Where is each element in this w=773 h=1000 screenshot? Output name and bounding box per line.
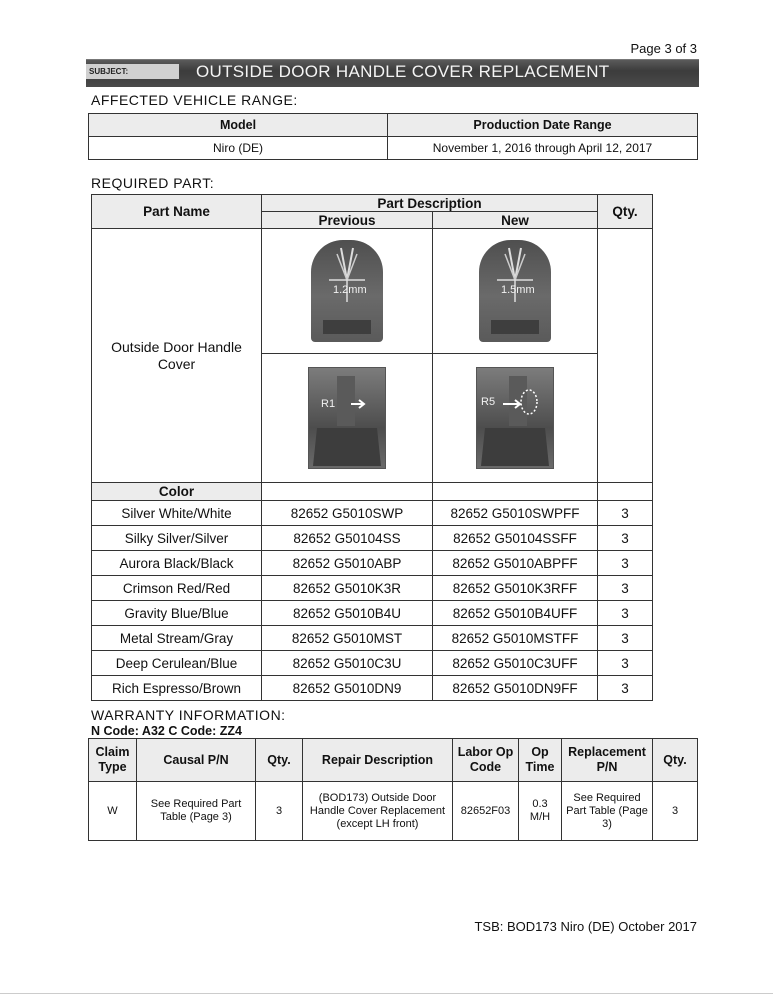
- production-date-header: Production Date Range: [388, 114, 698, 137]
- new-pn-cell: 82652 G5010K3RFF: [433, 576, 598, 601]
- replacement-pn-header: Replacement P/N: [562, 739, 653, 782]
- previous-bottom-photo-cell: [262, 354, 433, 483]
- previous-bottom-label: R1: [321, 398, 336, 410]
- new-pn-cell: 82652 G5010C3UFF: [433, 651, 598, 676]
- warranty-codes: N Code: A32 C Code: ZZ4: [91, 724, 242, 738]
- scan-edge-line: [0, 993, 773, 994]
- previous-pn-cell: 82652 G5010DN9: [262, 676, 433, 701]
- required-part-heading: REQUIRED PART:: [91, 175, 215, 191]
- vehicle-range-table: [88, 113, 698, 160]
- production-date-cell: November 1, 2016 through April 12, 2017: [388, 137, 698, 160]
- part-row: [92, 676, 653, 701]
- new-bottom-label: R5: [481, 396, 496, 408]
- qty-cell: 3: [598, 626, 653, 651]
- op-time-cell: 0.3 M/H: [519, 782, 562, 841]
- color-cell: Metal Stream/Gray: [92, 626, 262, 651]
- new-pn-cell: 82652 G5010SWPFF: [433, 501, 598, 526]
- required-part-table: [91, 194, 653, 701]
- repair-description-header: Repair Description: [303, 739, 453, 782]
- previous-pn-cell: 82652 G5010C3U: [262, 651, 433, 676]
- claim-type-header: Claim Type: [89, 739, 137, 782]
- new-pn-cell: 82652 G50104SSFF: [433, 526, 598, 551]
- part-row: [92, 626, 653, 651]
- new-top-label: 1.5mm: [501, 284, 535, 296]
- color-cell: Silver White/White: [92, 501, 262, 526]
- qty-cell: 3: [598, 526, 653, 551]
- part-row: [92, 526, 653, 551]
- handle-cover-icon: [477, 368, 553, 468]
- warranty-table: [88, 738, 698, 841]
- footer-tsb: TSB: BOD173 Niro (DE) October 2017: [474, 919, 697, 934]
- previous-header: Previous: [262, 212, 433, 229]
- previous-pn-cell: 82652 G5010ABP: [262, 551, 433, 576]
- new-header: New: [433, 212, 598, 229]
- color-cell: Crimson Red/Red: [92, 576, 262, 601]
- part-row: [92, 501, 653, 526]
- qty-cell: 3: [598, 651, 653, 676]
- repair-description-cell: (BOD173) Outside Door Handle Cover Replacement (except LH front): [303, 782, 453, 841]
- replacement-qty-header: Qty.: [653, 739, 698, 782]
- new-top-photo-cell: [433, 229, 598, 354]
- model-header: Model: [89, 114, 388, 137]
- part-name-cell: Outside Door Handle Cover: [92, 229, 262, 483]
- part-description-header: Part Description: [262, 195, 598, 212]
- qty-cell: 3: [598, 551, 653, 576]
- qty-cell: 3: [598, 576, 653, 601]
- qty-header: Qty.: [598, 195, 653, 229]
- previous-top-label: 1.2mm: [333, 284, 367, 296]
- causal-pn-header: Causal P/N: [137, 739, 256, 782]
- labor-op-code-cell: 82652F03: [453, 782, 519, 841]
- new-pn-cell: 82652 G5010ABPFF: [433, 551, 598, 576]
- new-pn-cell: 82652 G5010DN9FF: [433, 676, 598, 701]
- new-pn-cell: 82652 G5010MSTFF: [433, 626, 598, 651]
- previous-pn-cell: 82652 G5010SWP: [262, 501, 433, 526]
- subject-title: OUTSIDE DOOR HANDLE COVER REPLACEMENT: [196, 62, 610, 81]
- previous-pn-cell: 82652 G5010K3R: [262, 576, 433, 601]
- color-header: Color: [92, 483, 262, 501]
- new-pn-cell: 82652 G5010B4UFF: [433, 601, 598, 626]
- new-bottom-photo-cell: [433, 354, 598, 483]
- part-name-header: Part Name: [92, 195, 262, 229]
- previous-part-top-photo: [311, 240, 383, 342]
- qty-cell: 3: [598, 601, 653, 626]
- color-cell: Rich Espresso/Brown: [92, 676, 262, 701]
- replacement-qty-cell: 3: [653, 782, 698, 841]
- previous-pn-cell: 82652 G5010MST: [262, 626, 433, 651]
- replacement-pn-cell: See Required Part Table (Page 3): [562, 782, 653, 841]
- qty-photo-cell: [598, 229, 653, 483]
- color-cell: Deep Cerulean/Blue: [92, 651, 262, 676]
- warranty-heading: WARRANTY INFORMATION:: [91, 707, 286, 723]
- causal-pn-cell: See Required Part Table (Page 3): [137, 782, 256, 841]
- color-cell: Aurora Black/Black: [92, 551, 262, 576]
- model-cell: Niro (DE): [89, 137, 388, 160]
- claim-type-cell: W: [89, 782, 137, 841]
- color-cell: Gravity Blue/Blue: [92, 601, 262, 626]
- new-part-top-photo: [479, 240, 551, 342]
- part-rows: [92, 501, 653, 701]
- part-row: [92, 651, 653, 676]
- part-row: [92, 551, 653, 576]
- qty-cell: 3: [598, 501, 653, 526]
- subject-tag: SUBJECT:: [86, 64, 179, 79]
- new-part-bottom-photo: [476, 367, 554, 469]
- previous-part-bottom-photo: [308, 367, 386, 469]
- qty-cell: 3: [256, 782, 303, 841]
- qty-header: Qty.: [256, 739, 303, 782]
- previous-pn-cell: 82652 G5010B4U: [262, 601, 433, 626]
- color-cell: Silky Silver/Silver: [92, 526, 262, 551]
- page-number: Page 3 of 3: [630, 41, 697, 56]
- previous-pn-cell: 82652 G50104SS: [262, 526, 433, 551]
- vehicle-range-heading: AFFECTED VEHICLE RANGE:: [91, 92, 298, 108]
- op-time-header: Op Time: [519, 739, 562, 782]
- handle-cover-icon: [309, 368, 385, 468]
- labor-op-code-header: Labor Op Code: [453, 739, 519, 782]
- part-row: [92, 601, 653, 626]
- previous-top-photo-cell: [262, 229, 433, 354]
- part-row: [92, 576, 653, 601]
- qty-cell: 3: [598, 676, 653, 701]
